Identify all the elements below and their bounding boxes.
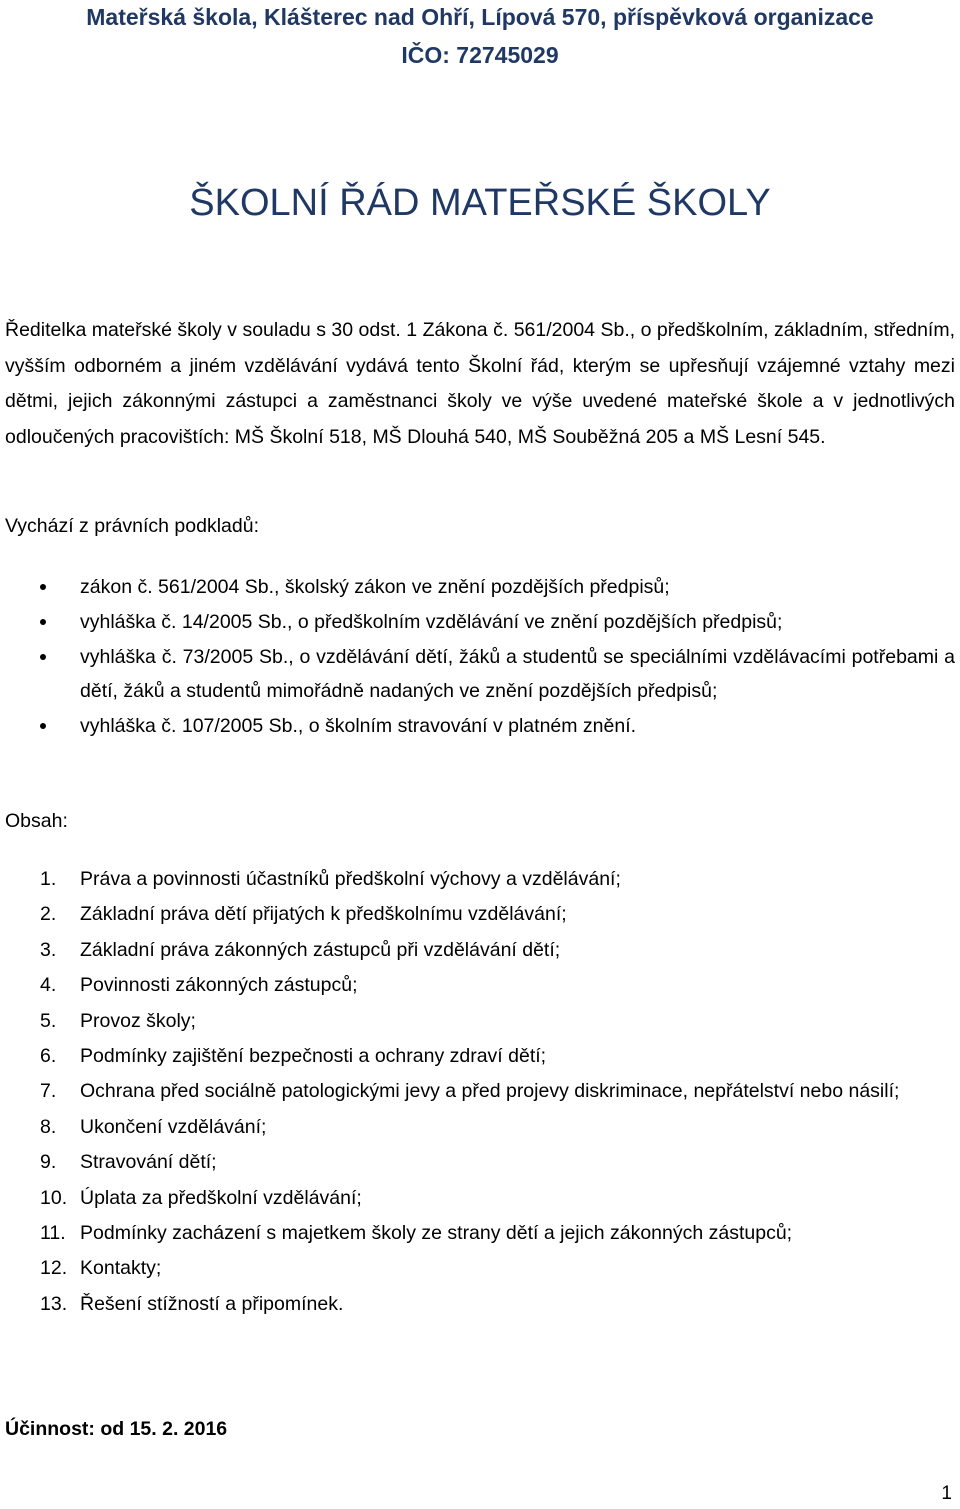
contents-item-text: Úplata za předškolní vzdělávání; xyxy=(80,1186,362,1209)
contents-list xyxy=(0,862,960,1322)
list-item xyxy=(0,640,960,710)
contents-item-number: 2. xyxy=(40,903,57,926)
contents-item-text: Podmínky zacházení s majetkem školy ze strany dětí a jejich zákonných zástupců; xyxy=(80,1222,793,1245)
contents-label: Obsah: xyxy=(5,810,68,832)
list-item-text: vyhláška č. 107/2005 Sb., o školním stravování v platném znění. xyxy=(80,715,637,738)
contents-item xyxy=(0,1181,960,1216)
page-number: 1 xyxy=(941,1483,952,1504)
school-id-header: IČO: 72745029 xyxy=(401,42,559,68)
contents-item-text: Provoz školy; xyxy=(80,1009,196,1032)
contents-item xyxy=(0,933,960,968)
list-item xyxy=(0,709,960,744)
contents-item xyxy=(0,1251,960,1286)
contents-item xyxy=(0,1216,960,1251)
contents-item xyxy=(0,1287,960,1322)
school-name-header: Mateřská škola, Klášterec nad Ohří, Lípová 570, příspěvková organizace xyxy=(86,4,874,30)
contents-item-text: Řešení stížností a připomínek. xyxy=(80,1292,344,1315)
contents-item xyxy=(0,1110,960,1145)
contents-item-text: Základní práva dětí přijatých k předškolnímu vzdělávání; xyxy=(80,903,567,926)
bullet-icon xyxy=(40,654,46,660)
contents-item-number: 1. xyxy=(40,868,57,890)
contents-item xyxy=(0,1039,960,1074)
bullet-icon xyxy=(40,619,46,625)
contents-item-number: 9. xyxy=(40,1151,57,1174)
contents-item-number: 6. xyxy=(40,1045,57,1068)
contents-item xyxy=(0,968,960,1003)
bullet-icon xyxy=(40,584,46,590)
contents-item-number: 10. xyxy=(40,1186,68,1209)
contents-item-number: 11. xyxy=(40,1222,66,1245)
contents-item-number: 12. xyxy=(40,1257,68,1280)
contents-item xyxy=(0,1004,960,1039)
list-item xyxy=(0,605,960,640)
list-item xyxy=(0,570,960,605)
legal-basis-list xyxy=(0,570,960,744)
contents-item-text: Základní práva zákonných zástupců při vzdělávání dětí; xyxy=(80,938,561,961)
list-item-text: vyhláška č. 14/2005 Sb., o předškolním vzdělávání ve znění pozdějších předpisů; xyxy=(80,610,783,633)
effective-date: Účinnost: od 15. 2. 2016 xyxy=(5,1418,228,1440)
contents-item-number: 3. xyxy=(40,938,57,961)
contents-item-text: Povinnosti zákonných zástupců; xyxy=(80,974,358,997)
contents-item-text: Stravování dětí; xyxy=(80,1151,217,1174)
bullet-icon xyxy=(40,723,46,729)
contents-item-number: 5. xyxy=(40,1009,57,1032)
contents-item xyxy=(0,897,960,932)
list-item-text: vyhláška č. 73/2005 Sb., o vzdělávání dětí, žáků a studentů se speciálními vzdělávacími potřebami a dětí, žáků a studentů mimořádně nadaných ve znění pozdějších předpisů; xyxy=(80,645,955,703)
contents-item xyxy=(0,1145,960,1180)
legal-basis-label: Vychází z právních podkladů: xyxy=(5,515,260,537)
contents-item xyxy=(0,862,960,897)
contents-item-number: 4. xyxy=(40,974,57,997)
contents-item-text: Kontakty; xyxy=(80,1257,162,1280)
contents-item-text: Práva a povinnosti účastníků předškolní výchovy a vzdělávání; xyxy=(80,868,621,890)
contents-item-number: 7. xyxy=(40,1080,57,1103)
contents-item-text: Ukončení vzdělávání; xyxy=(80,1115,267,1138)
list-item-text: zákon č. 561/2004 Sb., školský zákon ve znění pozdějších předpisů; xyxy=(80,576,670,598)
document-title: ŠKOLNÍ ŘÁD MATEŘSKÉ ŠKOLY xyxy=(189,182,771,224)
contents-item-text: Ochrana před sociálně patologickými jevy a před projevy diskriminace, nepřátelství nebo násilí; xyxy=(80,1080,900,1103)
contents-item-number: 8. xyxy=(40,1115,57,1138)
contents-item-number: 13. xyxy=(40,1292,68,1315)
intro-paragraph: Ředitelka mateřské školy v souladu s 30 odst. 1 Zákona č. 561/2004 Sb., o předškolním, základním, středním, vyšším odborném a jiném vzdělávání vydává tento Školní řád, kterým se upřesňují vzájemné vztahy mezi dětmi, jejich zákonnými zástupci a zaměstnanci školy ve výše uvedené mateřské škole a v jednotlivých odloučených pracovištích: MŠ Školní 518, MŠ Dlouhá 540, MŠ Souběžná 205 a MŠ Lesní 545. xyxy=(5,319,955,448)
contents-item xyxy=(0,1074,960,1109)
contents-item-text: Podmínky zajištění bezpečnosti a ochrany zdraví dětí; xyxy=(80,1045,547,1068)
